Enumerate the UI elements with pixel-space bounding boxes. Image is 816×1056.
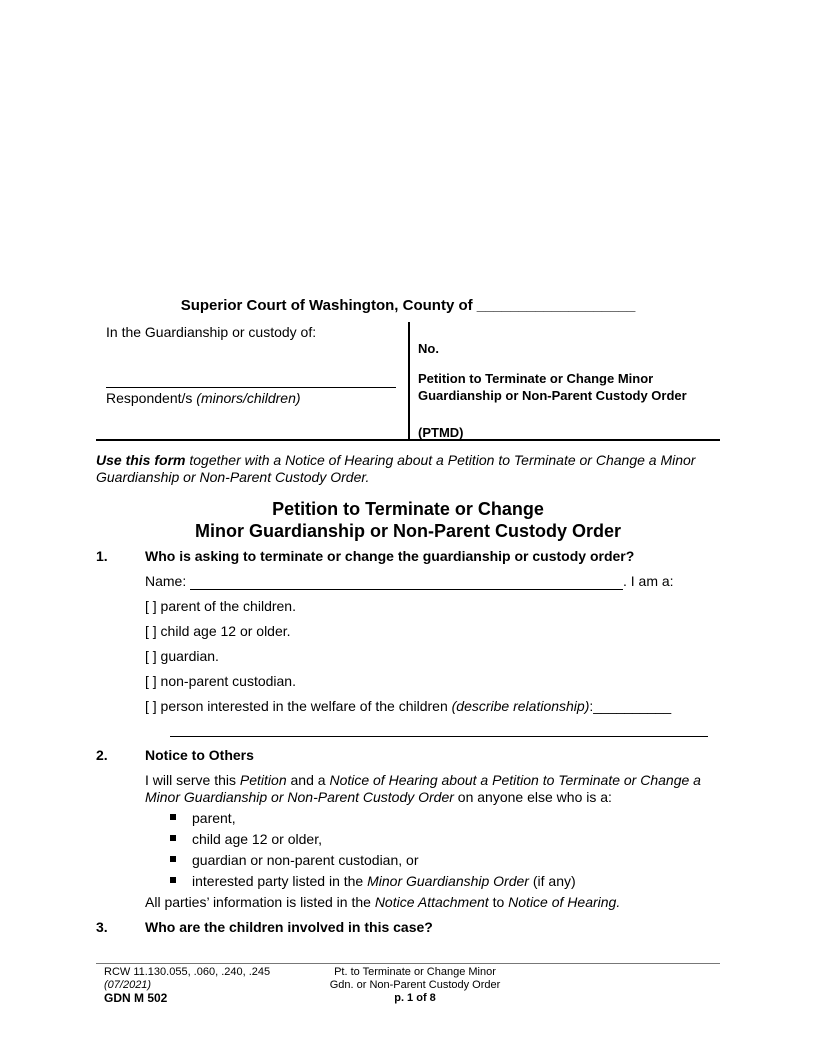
bullet-item: guardian or non-parent custodian, or	[170, 852, 418, 868]
relationship-field-line[interactable]	[170, 736, 708, 737]
bullet-icon	[170, 877, 176, 883]
name-field[interactable]	[190, 589, 623, 590]
instructions: Use this form together with a Notice of Hearing about a Petition to Terminate or Change a Minor Guardianship or Non-Parent Custody Order.	[96, 452, 696, 485]
court-title: Superior Court of Washington, County of ___________________	[180, 297, 636, 314]
footer-rule	[96, 963, 720, 964]
bullet-item: parent,	[170, 810, 236, 826]
section2-paragraph: I will serve this Petition and a Notice of Hearing about a Petition to Terminate or Change a Minor Guardianship or Non-Parent Custody Order on anyone else who is a:	[145, 772, 701, 805]
caption-divider	[408, 322, 410, 440]
section2-number: 2.	[96, 747, 108, 763]
caption-document-title: Petition to Terminate or Change Minor Guardianship or Non-Parent Custody Order	[418, 371, 687, 403]
caption-matter-label: In the Guardianship or custody of:	[106, 324, 317, 340]
section3-heading: Who are the children involved in this case?	[145, 919, 433, 935]
section3-number: 3.	[96, 919, 108, 935]
footer-left: RCW 11.130.055, .060, .240, .245 (07/2021) GDN M 502	[104, 966, 271, 1005]
caption-bottom-rule	[96, 439, 720, 441]
case-number-label: No.	[418, 341, 439, 356]
all-parties-note: All parties’ information is listed in the Notice Attachment to Notice of Hearing.	[145, 894, 621, 910]
bullet-icon	[170, 814, 176, 820]
footer-center: Pt. to Terminate or Change Minor Gdn. or Non-Parent Custody Order p. 1 of 8	[329, 966, 501, 1004]
caption-document-code: (PTMD)	[418, 425, 464, 440]
checkbox-non-parent-custodian[interactable]: [ ] non-parent custodian.	[145, 673, 296, 689]
name-suffix: . I am a:	[623, 573, 674, 589]
respondent-name-line[interactable]	[106, 387, 396, 388]
checkbox-guardian[interactable]: [ ] guardian.	[145, 648, 219, 664]
respondent-label: Respondent/s (minors/children)	[106, 390, 301, 406]
section1-heading: Who is asking to terminate or change the guardianship or custody order?	[145, 548, 635, 564]
section1-number: 1.	[96, 548, 108, 564]
checkbox-interested-person[interactable]: [ ] person interested in the welfare of the children (describe relationship):__________	[145, 698, 672, 714]
section2-heading: Notice to Others	[145, 747, 254, 763]
name-label: Name:	[145, 573, 187, 589]
bullet-item: child age 12 or older,	[170, 831, 322, 847]
bullet-icon	[170, 856, 176, 862]
bullet-item: interested party listed in the Minor Guardianship Order (if any)	[170, 873, 576, 889]
checkbox-parent[interactable]: [ ] parent of the children.	[145, 598, 296, 614]
main-title: Petition to Terminate or Change Minor Guardianship or Non-Parent Custody Order	[194, 499, 622, 541]
checkbox-child-12[interactable]: [ ] child age 12 or older.	[145, 623, 291, 639]
bullet-icon	[170, 835, 176, 841]
